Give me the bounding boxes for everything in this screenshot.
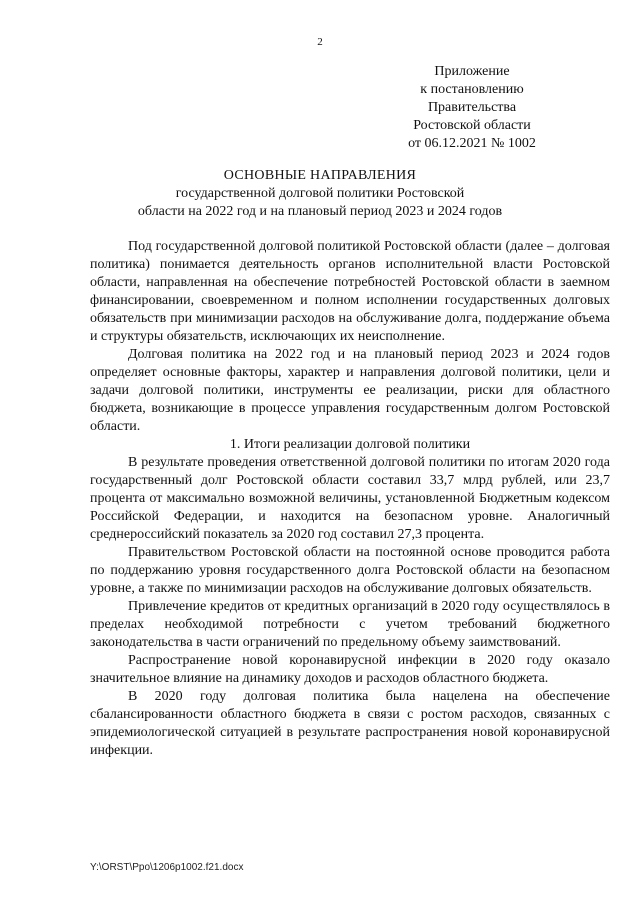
file-path-footer: Y:\ORST\Ppo\1206p1002.f21.docx (90, 862, 244, 873)
section-heading: 1. Итоги реализации долговой политики (229, 437, 471, 452)
paragraph: Распространение новой коронавирусной инфекции в 2020 году оказало значительное влияние на динамику доходов и расходов областного бюджета. (90, 653, 610, 686)
document-title (90, 167, 550, 221)
paragraph: Под государственной долговой политикой Ростовской области (далее – долговая политика) понимается деятельность органов исполнительной власти Ростовской области, направленная на обеспечение потребностей Ростовской области в заемном финансировании, своевременном и полном исполнении государственных долговых обязательств при минимизации расходов на обслуживание долга, поддержание объема и структуры обязательств, исключающих их неисполнение. (90, 239, 610, 344)
paragraph: Долговая политика на 2022 год и на плановый период 2023 и 2024 годов определяет основные факторы, характер и направления долговой политики, цели и задачи долговой политики, инструменты ее реализации, риски для областного бюджета, возникающие в процессе управления государственным долгом Ростовской области. (90, 347, 610, 434)
paragraph: В 2020 году долговая политика была нацелена на обеспечение сбалансированности областного бюджета в связи с ростом расходов, связанных с эпидемиологической ситуацией в результате распространения новой коронавирусной инфекции. (90, 689, 610, 758)
appendix-line: к постановлению (420, 82, 524, 97)
appendix-line: Приложение (434, 64, 510, 79)
paragraph: В результате проведения ответственной долговой политики по итогам 2020 года государственный долг Ростовской области составил 33,7 млрд рублей, или 23,7 процента от максимально возможной величины, установленной Бюджетным кодексом Российской Федерации, и находится на безопасном уровне. Аналогичный среднероссийский показатель за 2020 год составил 27,3 процента. (90, 455, 610, 542)
appendix-line: Правительства (427, 100, 517, 115)
title-main: ОСНОВНЫЕ НАПРАВЛЕНИЯ (223, 168, 417, 183)
appendix-block (362, 63, 582, 153)
title-subtitle-line: области на 2022 год и на плановый период 2023 и 2024 годов (137, 204, 503, 219)
page-number: 2 (317, 36, 323, 48)
appendix-line: Ростовской области (413, 118, 531, 133)
document-body (90, 238, 610, 760)
paragraph: Привлечение кредитов от кредитных организаций в 2020 году осуществлялось в пределах необходимой потребности с учетом требований бюджетного законодательства в части ограничений по предельному объему заимствований. (90, 599, 610, 650)
title-subtitle-line: государственной долговой политики Ростовской (175, 186, 465, 201)
appendix-line: от 06.12.2021 № 1002 (408, 136, 536, 151)
paragraph: Правительством Ростовской области на постоянной основе проводится работа по поддержанию уровня государственного долга Ростовской области на безопасном уровне, а также по минимизации расходов на обслуживание долговых обязательств. (90, 545, 610, 596)
